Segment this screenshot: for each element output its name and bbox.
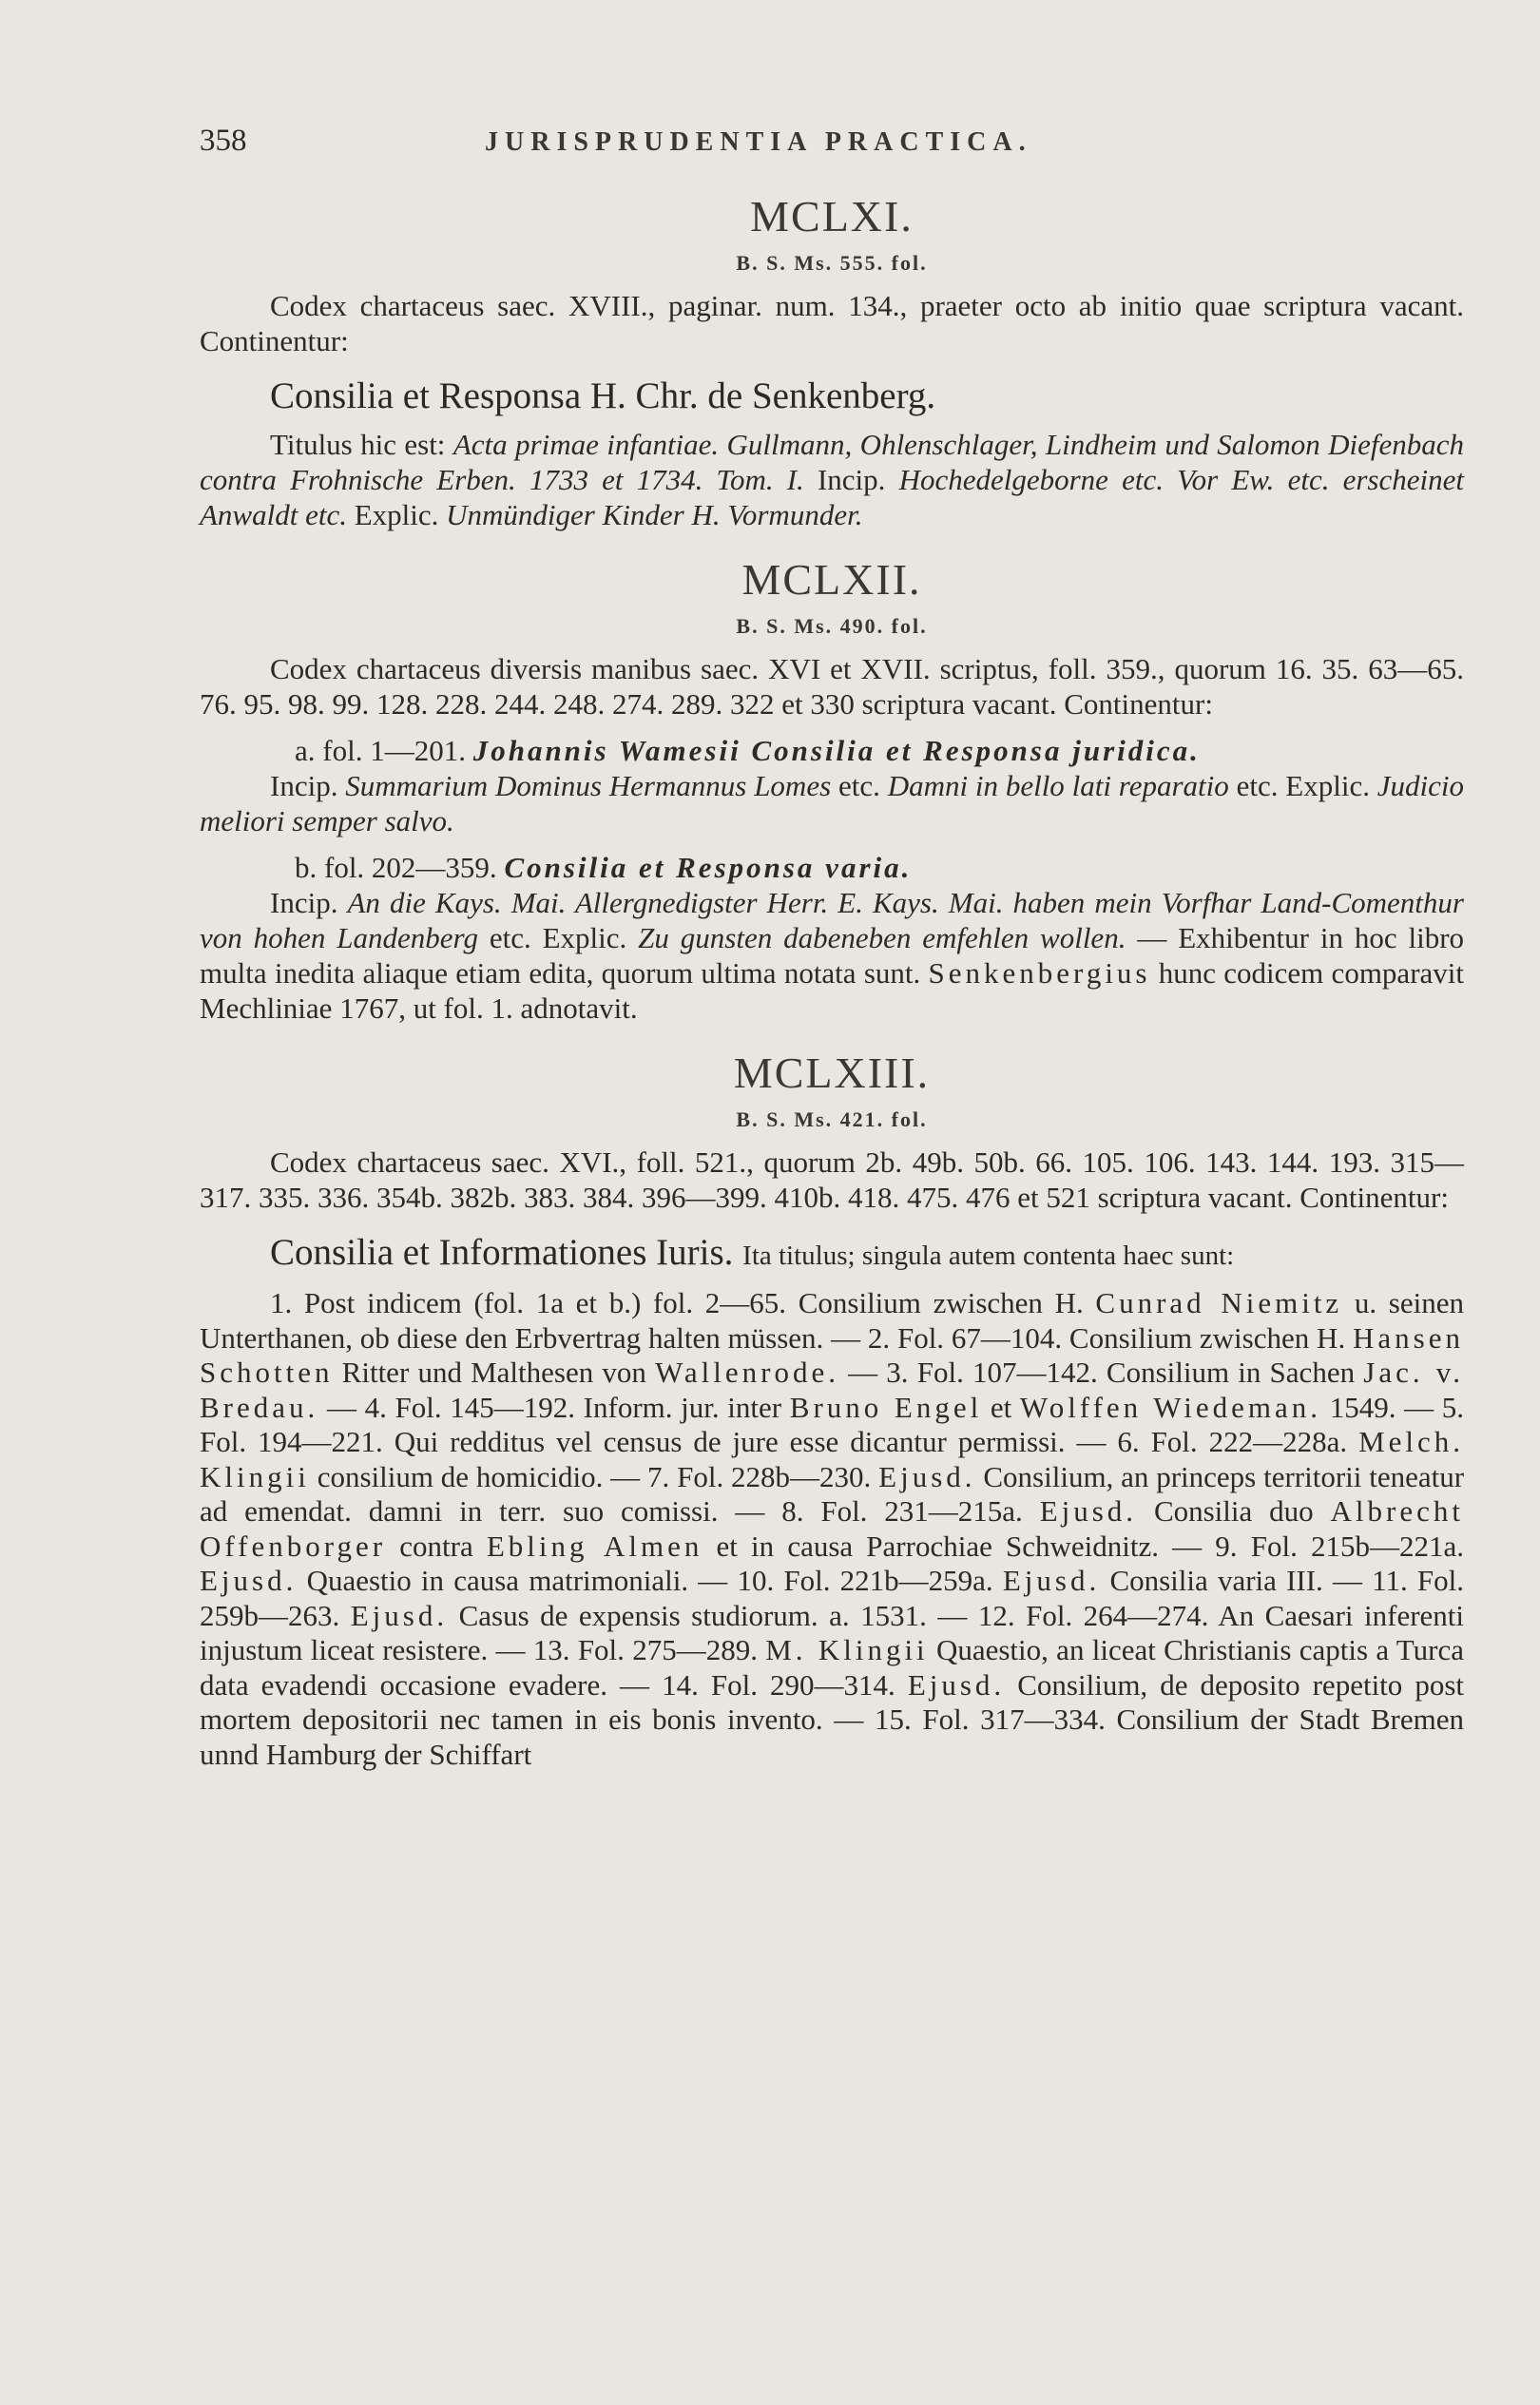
section-a: a. fol. 1—201. Johannis Wamesii Consilia et Responsa juridica. [295, 734, 1201, 767]
title-description: Titulus hic est: Acta primae infantiae. Gullmann, Ohlenschlager, Lindheim und Salomon Diefenbach contra Frohnische Erben. 1733 et 1734. Tom. I. Incip. Hochedelgeborne etc. Vor Ew. etc. erscheinet Anwaldt etc. Explic. Unmündiger Kinder H. Vormunder. [200, 428, 1465, 531]
codex-description: Codex chartaceus saec. XVIII., paginar. num. 134., praeter octo ab initio quae scriptura vacant. Continentur: [200, 289, 1464, 357]
entry-mclxii [200, 553, 1464, 1026]
shelfmark: B. S. Ms. 490. fol. [736, 614, 928, 638]
page-number: 358 [200, 124, 247, 158]
work-title: Consilia et Informationes Iuris. Ita titulus; singula autem contenta haec sunt: [270, 1232, 1235, 1273]
entry-number: MCLXIII. [733, 1049, 931, 1097]
section-b-incipit: Incip. An die Kays. Mai. Allergnedigster Herr. E. Kays. Mai. haben mein Vorfhar Land-Comenthur von hohen Landenberg etc. Explic. Zu gunsten dabeneben emfehlen wollen. — Exhibentur in hoc libro multa inedita aliaque etiam edita, quorum ultima notata sunt. Senkenbergius hunc codicem comparavit Mechliniae 1767, ut fol. 1. adnotavit. [200, 886, 1465, 1025]
shelfmark: B. S. Ms. 555. fol. [736, 251, 928, 275]
section-a-incipit: Incip. Summarium Dominus Hermannus Lomes etc. Damni in bello lati reparatio etc. Explic. Judicio meliori semper salvo. [200, 769, 1465, 837]
entry-mclxi [200, 190, 1464, 532]
shelfmark: B. S. Ms. 421. fol. [736, 1107, 928, 1131]
entry-number: MCLXI. [750, 192, 914, 240]
page-header [200, 124, 1464, 181]
codex-description: Codex chartaceus diversis manibus saec. XVI et XVII. scriptus, foll. 359., quorum 16. 35. 63—65. 76. 95. 98. 99. 128. 228. 244. 248. 274. 289. 322 et 330 scriptura vacant. Continentur: [200, 652, 1464, 721]
entry-number: MCLXII. [741, 555, 922, 604]
work-title: Consilia et Responsa H. Chr. de Senkenberg. [270, 375, 936, 416]
entry-mclxiii [200, 1047, 1464, 1772]
codex-description: Codex chartaceus saec. XVI., foll. 521., quorum 2b. 49b. 50b. 66. 105. 106. 143. 144. 193. 315—317. 335. 336. 354b. 382b. 383. 384. 396—399. 410b. 418. 475. 476 et 521 scriptura vacant. Continentur: [200, 1145, 1464, 1214]
text-block [200, 124, 1464, 1772]
section-b: b. fol. 202—359. Consilia et Responsa varia. [295, 851, 913, 884]
contents-list: 1. Post indicem (fol. 1a et b.) fol. 2—65. Consilium zwischen H. Cunrad Niemitz u. seinen Unterthanen, ob diese den Erbvertrag halten müssen. — 2. Fol. 67—104. Consilium zwischen H. Hansen Schotten Ritter und Malthesen von Wallenrode. — 3. Fol. 107—142. Consilium in Sachen Jac. v. Bredau. — 4. Fol. 145—192. Inform. jur. inter Bruno Engel et Wolffen Wiedeman. 1549. — 5. Fol. 194—221. Qui redditus vel census de jure esse dicantur permissi. — 6. Fol. 222—228a. Melch. Klingii consilium de homicidio. — 7. Fol. 228b—230. Ejusd. Consilium, an princeps territorii teneatur ad emendat. damni in terr. suo comissi. — 8. Fol. 231—215a. Ejusd. Consilia duo Albrecht Offenborger contra Ebling Almen et in causa Parrochiae Schweidnitz. — 9. Fol. 215b—221a. Ejusd. Quaestio in causa matrimoniali. — 10. Fol. 221b—259a. Ejusd. Consilia varia III. — 11. Fol. 259b—263. Ejusd. Casus de expensis studiorum. a. 1531. — 12. Fol. 264—274. An Caesari inferenti injustum liceat resistere. — 13. Fol. 275—289. M. Klingii Quaestio, an liceat Christianis captis a Turca data evadendi occasione evadere. — 14. Fol. 290—314. Ejusd. Consilium, de deposito repetito post mortem depositorii nec tamen in eis bonis invento. — 15. Fol. 317—334. Consilium der Stadt Bremen unnd Hamburg der Schiffart [200, 1286, 1465, 1771]
running-head: JURISPRUDENTIA PRACTICA. [485, 127, 1032, 157]
